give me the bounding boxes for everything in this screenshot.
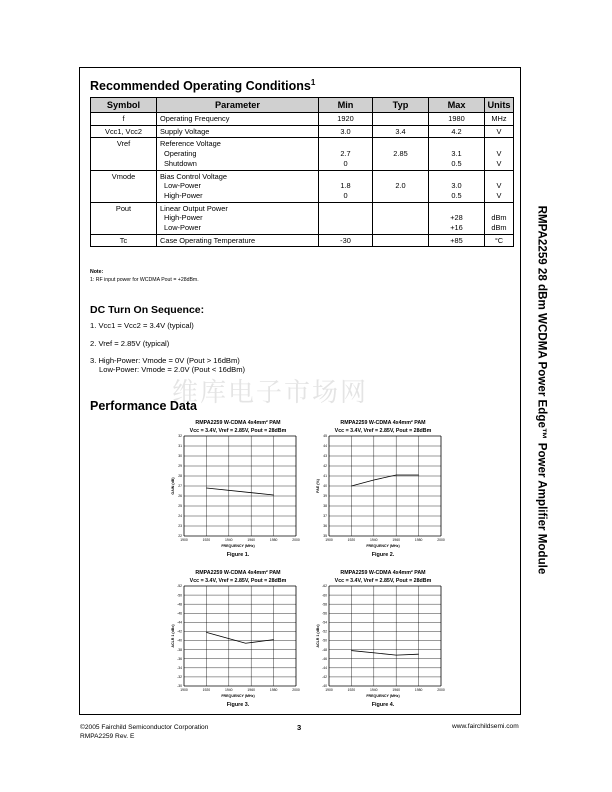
cell-symbol: f [91,113,157,126]
cell-max: 3.0 0.5 [429,170,485,202]
figure-caption: Figure 4. [371,702,395,708]
cell-typ: 3.4 [373,125,429,138]
y-tick-label: 38 [323,504,327,509]
y-tick-label: 28 [178,474,182,479]
x-tick-label: 1920 [347,538,356,542]
y-axis-label: ACLR 1 (dBc) [316,624,320,648]
cell-min: 3.0 [319,125,373,138]
cell-symbol: Vref [91,138,157,170]
y-tick-label: 29 [178,464,182,469]
y-tick-label: 36 [323,524,327,529]
col-header-min: Min [319,98,373,113]
watermark: 维库电子市场网 [172,378,369,408]
cell-max: 3.1 0.5 [429,138,485,170]
chart-subtitle: Vcc = 3.4V, Vref = 2.85V, Pout = 28dBm [334,428,432,434]
y-tick-label: -34 [177,666,182,671]
y-tick-label: 23 [178,524,182,529]
series-line [206,488,273,495]
y-tick-label: -52 [177,584,182,589]
x-tick-label: 1980 [269,538,278,542]
y-tick-label: 41 [323,474,327,479]
y-tick-label: 39 [323,494,327,499]
y-axis-label: GAIN (dB) [171,477,175,495]
y-tick-label: 32 [178,434,182,439]
y-tick-label: -44 [177,620,182,625]
y-tick-label: -48 [177,602,182,607]
cell-symbol: Pout [91,202,157,234]
y-tick-label: 25 [178,504,182,509]
footer-left: ©2005 Fairchild Semiconductor Corporation RMPA2259 Rev. E [80,724,209,740]
x-tick-label: 1980 [414,538,423,542]
x-tick-label: 1920 [347,688,356,692]
cell-min: -30 [319,234,373,247]
col-header-parameter: Parameter [157,98,319,113]
y-tick-label: -50 [177,593,182,598]
y-tick-label: -42 [177,629,182,634]
cell-units: dBm dBm [485,202,514,234]
cell-units: °C [485,234,514,247]
series-line [351,651,418,656]
chart-title: RMPA2259 W-CDMA 4x4mm² PAM [340,420,426,426]
x-tick-label: 1940 [370,688,378,692]
cell-max: 4.2 [429,125,485,138]
x-tick-label: 1980 [414,688,423,692]
x-axis-label: FREQUENCY (MHz) [366,544,400,548]
y-axis-label: PAE (%) [316,479,320,493]
page-number: 3 [297,723,302,732]
col-header-symbol: Symbol [91,98,157,113]
table-row [91,234,514,247]
series-line [206,632,273,643]
chart-figure-4 [313,568,453,708]
y-tick-label: 43 [323,454,327,459]
sequence-step-2: 2. Vref = 2.85V (typical) [90,339,170,348]
y-tick-label: 22 [178,534,182,539]
cell-typ [373,234,429,247]
x-tick-label: 1980 [269,688,278,692]
y-tick-label: -42 [322,675,327,680]
cell-typ: 2.85 [373,138,429,170]
footer-url: www.fairchildsemi.com [452,723,519,730]
table-note: Note: 1: RF input power for WCDMA Pout = +28dBm. [90,269,199,283]
col-header-max: Max [429,98,485,113]
y-tick-label: 37 [323,514,327,519]
cell-min: 2.7 0 [319,138,373,170]
y-tick-label: -40 [177,638,182,643]
cell-param: Case Operating Temperature [157,234,319,247]
cell-max: 1980 [429,113,485,126]
x-axis-label: FREQUENCY (MHz) [221,694,255,698]
table-header-row [91,98,514,113]
x-tick-label: 1900 [325,538,333,542]
table-row [91,138,514,170]
operating-conditions-table [90,97,514,247]
figure-caption: Figure 2. [371,552,395,558]
figure-caption: Figure 1. [226,552,250,558]
y-tick-label: -30 [177,684,182,689]
cell-symbol: Vmode [91,170,157,202]
table-row [91,113,514,126]
sequence-step-1: 1. Vcc1 = Vcc2 = 3.4V (typical) [90,321,194,330]
y-tick-label: -38 [177,647,182,652]
cell-symbol: Vcc1, Vcc2 [91,125,157,138]
cell-units: V [485,125,514,138]
y-axis-label: ACLR 1 (dBc) [171,624,175,648]
chart-figure-1 [168,418,308,558]
series-line [351,475,418,486]
col-header-typ: Typ [373,98,429,113]
y-tick-label: 31 [178,444,182,449]
y-tick-label: -36 [177,656,182,661]
x-tick-label: 2000 [292,538,300,542]
y-tick-label: 27 [178,484,182,489]
cell-max: +85 [429,234,485,247]
sequence-step-3b: Low-Power: Vmode = 2.0V (Pout < 16dBm) [99,365,246,374]
cell-min: 1920 [319,113,373,126]
cell-param: Supply Voltage [157,125,319,138]
x-tick-label: 1940 [225,538,233,542]
y-tick-label: 35 [323,534,327,539]
x-tick-label: 2000 [292,688,300,692]
chart-figure-2 [313,418,453,558]
x-tick-label: 1920 [202,538,211,542]
x-tick-label: 1960 [392,538,400,542]
y-tick-label: 45 [323,434,327,439]
y-tick-label: -62 [322,584,327,589]
y-tick-label: -50 [322,638,327,643]
y-tick-label: -46 [322,656,327,661]
x-tick-label: 1960 [247,538,255,542]
x-tick-label: 2000 [437,688,445,692]
chart-subtitle: Vcc = 3.4V, Vref = 2.85V, Pout = 28dBm [189,578,287,584]
x-tick-label: 1900 [325,688,333,692]
x-tick-label: 1940 [370,538,378,542]
y-tick-label: -48 [322,647,327,652]
cell-max: +28 +16 [429,202,485,234]
y-tick-label: 26 [178,494,182,499]
table-row [91,125,514,138]
cell-typ: 2.0 [373,170,429,202]
chart-subtitle: Vcc = 3.4V, Vref = 2.85V, Pout = 28dBm [334,578,432,584]
y-tick-label: -58 [322,602,327,607]
y-tick-label: 40 [323,484,327,489]
y-tick-label: -60 [322,593,327,598]
x-axis-label: FREQUENCY (MHz) [366,694,400,698]
x-tick-label: 2000 [437,538,445,542]
side-title: RMPA2259 28 dBm WCDMA Power Edge™ Power Amplifier Module [535,205,549,575]
y-tick-label: -32 [177,675,182,680]
y-tick-label: 44 [323,444,327,449]
x-tick-label: 1900 [180,688,188,692]
y-tick-label: -44 [322,666,327,671]
x-tick-label: 1940 [225,688,233,692]
section-title-dc-sequence: DC Turn On Sequence: [90,304,205,316]
sequence-step-3: 3. High-Power: Vmode = 0V (Pout > 16dBm) [90,356,240,365]
chart-subtitle: Vcc = 3.4V, Vref = 2.85V, Pout = 28dBm [189,428,287,434]
chart-figure-3 [168,568,308,708]
cell-param: Operating Frequency [157,113,319,126]
cell-param: Linear Output Power High-Power Low-Power [157,202,319,234]
x-tick-label: 1960 [392,688,400,692]
cell-units: V V [485,170,514,202]
y-tick-label: -56 [322,611,327,616]
chart-title: RMPA2259 W-CDMA 4x4mm² PAM [195,420,281,426]
cell-units: V V [485,138,514,170]
y-tick-label: 24 [178,514,182,519]
section-title-performance: Performance Data [90,399,197,413]
chart-title: RMPA2259 W-CDMA 4x4mm² PAM [340,570,426,576]
cell-min [319,202,373,234]
cell-symbol: Tc [91,234,157,247]
y-tick-label: 30 [178,454,182,459]
cell-typ [373,202,429,234]
x-tick-label: 1920 [202,688,211,692]
cell-units: MHz [485,113,514,126]
cell-param: Bias Control Voltage Low-Power High-Power [157,170,319,202]
figure-caption: Figure 3. [226,702,250,708]
table-row [91,202,514,234]
col-header-units: Units [485,98,514,113]
y-tick-label: -40 [322,684,327,689]
y-tick-label: -52 [322,629,327,634]
cell-typ [373,113,429,126]
x-axis-label: FREQUENCY (MHz) [221,544,255,548]
chart-title: RMPA2259 W-CDMA 4x4mm² PAM [195,570,281,576]
cell-min: 1.8 0 [319,170,373,202]
x-tick-label: 1900 [180,538,188,542]
y-tick-label: -54 [322,620,327,625]
x-tick-label: 1960 [247,688,255,692]
cell-param: Reference Voltage Operating Shutdown [157,138,319,170]
y-tick-label: -46 [177,611,182,616]
y-tick-label: 42 [323,464,327,469]
section-title-operating-conditions: Recommended Operating Conditions$^1$ [90,78,316,94]
table-row [91,170,514,202]
